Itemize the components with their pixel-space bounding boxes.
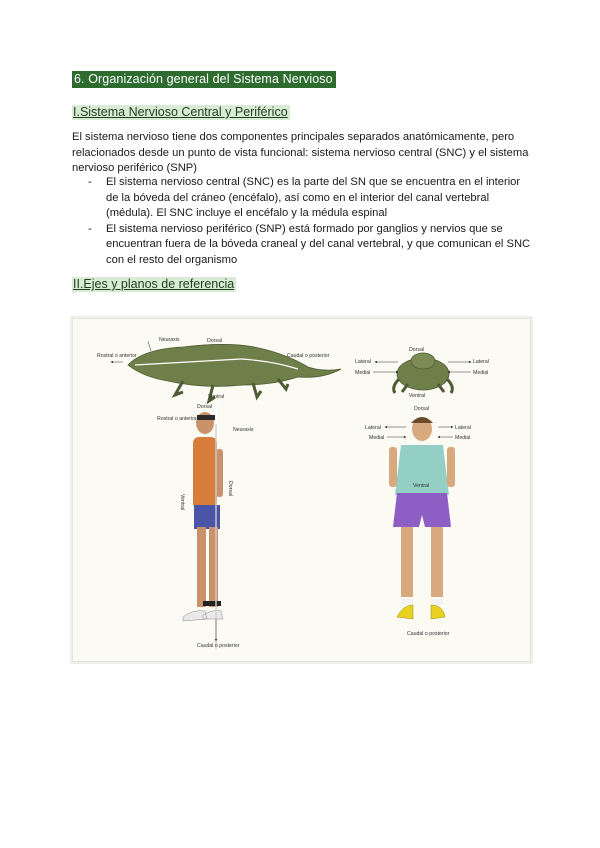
page-heading: 6. Organización general del Sistema Nervioso [72, 71, 336, 88]
croc-dorsal-label: Dorsal [207, 338, 222, 344]
frog-lateral-left-label: Lateral [355, 359, 371, 365]
man-dorsal-side-label: Dorsal [227, 481, 233, 496]
figure-illustration [73, 319, 530, 661]
croc-ventral-label: Ventral [208, 394, 225, 400]
section-title-ejes: II.Ejes y planos de referencia [73, 277, 235, 291]
section-title-snc-snp: I.Sistema Nervioso Central y Periférico [73, 105, 288, 119]
woman-lateral-right-label: Lateral [455, 425, 471, 431]
man-dorsal-label: Dorsal [197, 404, 212, 410]
man-ventral-side-label: Ventral [179, 494, 185, 511]
bullet-text-snp: El sistema nervioso periférico (SNP) está formado por ganglios y nervios que se encuentran fuera de la bóveda craneal y del canal vertebral, y que comunican el SNC con el resto del organismo [106, 222, 531, 266]
man-illustration [183, 412, 223, 621]
man-rostral-label: Rostral o anterior [157, 416, 197, 422]
bullet-marker: - [88, 222, 92, 235]
croc-neuraxis-label: Neuraxis [159, 337, 180, 343]
croc-caudal-label: Caudal o posterior [287, 353, 330, 359]
frog-illustration [394, 353, 453, 393]
bullet-marker: - [88, 176, 92, 188]
woman-medial-left-label: Medial [369, 435, 385, 441]
intro-paragraph: El sistema nervioso tiene dos componentes principales separados anatómicamente, pero relacionados desde un punto de vista funcional: sistema nervioso central (SNC) y el sistema nervioso periférico (SNP) [72, 131, 529, 175]
woman-illustration [389, 417, 455, 619]
woman-ventral-label: Ventral [413, 483, 430, 489]
woman-lateral-left-label: Lateral [365, 425, 381, 431]
frog-dorsal-label: Dorsal [409, 347, 424, 353]
man-caudal-label: Caudal o posterior [197, 643, 240, 649]
woman-dorsal-label: Dorsal [414, 406, 429, 412]
bullet-list [88, 175, 534, 269]
anatomical-axes-figure [72, 318, 531, 662]
croc-rostral-label: Rostral o anterior [97, 353, 137, 359]
man-neuraxis-label: Neuraxis [233, 427, 254, 433]
bullet-item-snp [88, 222, 534, 269]
frog-lateral-right-label: Lateral [473, 359, 489, 365]
frog-ventral-label: Ventral [409, 393, 426, 399]
woman-medial-right-label: Medial [455, 435, 471, 441]
frog-medial-right-label: Medial [473, 370, 489, 376]
bullet-text-snc: El sistema nervioso central (SNC) es la parte del SN que se encuentra en el interior de la bóveda del cráneo (encéfalo), así como en el interior del canal vertebral (médula). El SNC incluye el encéfalo y la médula espinal [106, 176, 521, 220]
bullet-item-snc [88, 175, 534, 222]
woman-caudal-label: Caudal o posterior [407, 631, 450, 637]
frog-medial-left-label: Medial [355, 370, 371, 376]
